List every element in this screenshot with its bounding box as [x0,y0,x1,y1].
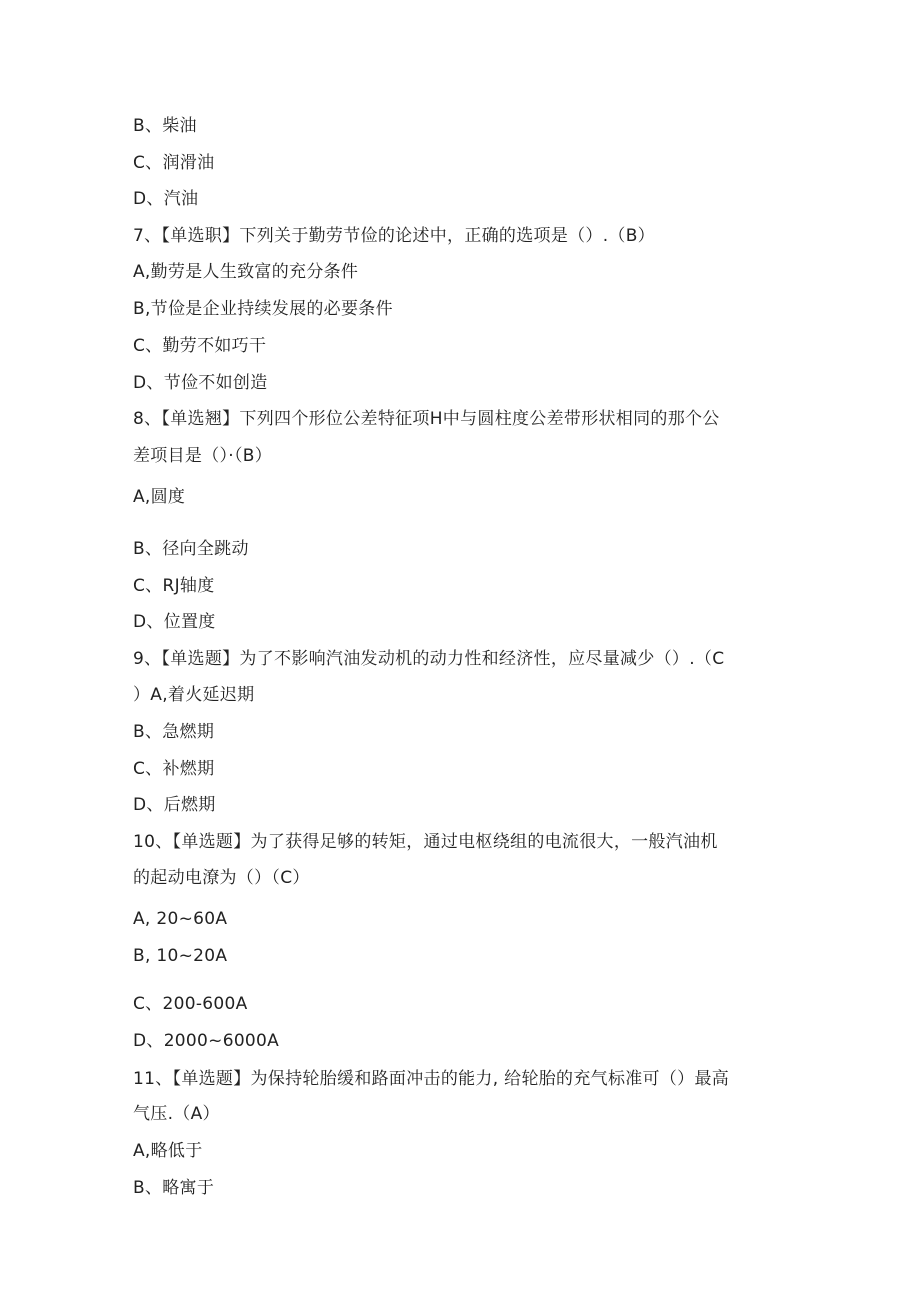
question-9-line-2: ）A,着火延迟期 [133,685,255,705]
option-c-lubricant: C、润滑油 [133,153,215,173]
q8-option-c: C、RJ轴度 [133,576,215,596]
q7-option-a: A,勤劳是人生致富的充分条件 [133,262,359,282]
option-d-gasoline: D、汽油 [133,189,199,209]
q10-option-c: C、200-600A [133,994,248,1014]
question-8-line-2: 差项目是（）·（B） [133,446,273,466]
q7-option-c: C、勤劳不如巧干 [133,336,267,356]
q8-option-b: B、径向全跳动 [133,539,249,559]
question-7: 7、【单选职】下列关于勤劳节俭的论述中，正确的选项是（）.（B） [133,226,655,246]
q10-option-a: A, 20~60A [133,909,228,929]
question-11-line-2: 气压.（A） [133,1104,220,1124]
q9-option-c: C、补燃期 [133,759,215,779]
question-8-line-1: 8、【单选翘】下列四个形位公差特征项H中与圆柱度公差带形状相同的那个公 [133,409,720,429]
q10-option-d: D、2000~6000A [133,1031,280,1051]
q7-option-d: D、节俭不如创造 [133,373,268,393]
question-10-line-1: 10、【单选题】为了获得足够的转矩，通过电枢绕组的电流很大，一般汽油机 [133,832,718,852]
q11-option-a: A,略低于 [133,1141,203,1161]
q10-option-b: B, 10~20A [133,946,228,966]
q8-option-d: D、位置度 [133,612,216,632]
question-9-line-1: 9、【单选题】为了不影响汽油发动机的动力性和经济性，应尽量减少（）.（C [133,649,725,669]
q8-option-a: A,圆度 [133,487,186,507]
q11-option-b: B、略寓于 [133,1178,215,1198]
q7-option-b: B,节俭是企业持续发展的必要条件 [133,299,393,319]
q9-option-b: B、急燃期 [133,722,215,742]
question-10-line-2: 的起动电潦为（）（C） [133,868,310,888]
option-b-diesel: B、柴油 [133,116,197,136]
question-11-line-1: 11、【单选题】为保持轮胎缓和路面冲击的能力, 给轮胎的充气标准可（）最高 [133,1069,730,1089]
q9-option-d: D、后燃期 [133,795,216,815]
